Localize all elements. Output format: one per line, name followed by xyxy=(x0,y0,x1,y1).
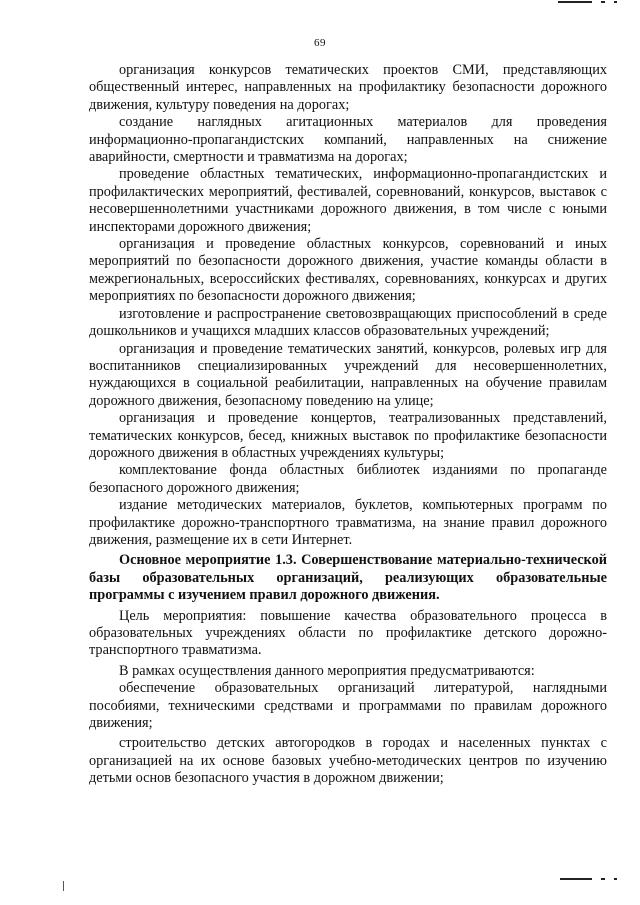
paragraph-reflective-devices: изготовление и распространение световозвращающих приспособлений в среде дошкольников и учащихся младших классов образовательных учреждений; xyxy=(89,305,607,340)
paragraph-regional-events: проведение областных тематических, информационно-пропагандистских и профилактических мероприятий, фестивалей, соревнований, конкурсов, выставок с несовершеннолетними участниками дорожного движения, в том числе с юными инспекторами дорожного движения; xyxy=(89,166,607,235)
paragraph-regional-competitions: организация и проведение областных конкурсов, соревнований и иных мероприятий по безопасности дорожного движения, участие команды области в межрегиональных, всероссийских фестивалях, соревнованиях, конкурсах и других мероприятиях по безопасности дорожного движения; xyxy=(89,236,607,305)
paragraph-contests-media: организация конкурсов тематических проектов СМИ, представляющих общественный интерес, направленных на профилактику безопасности дорожного движения, культуру поведения на дорогах; xyxy=(89,62,607,113)
scan-artifact xyxy=(560,878,592,880)
scan-artifact xyxy=(558,1,592,3)
document-body xyxy=(89,62,607,788)
scan-artifact xyxy=(601,1,605,3)
scan-artifact xyxy=(63,881,64,891)
paragraph-provision: обеспечение образовательных организаций литературой, наглядными пособиями, техническими средствами и программами по правилам дорожного движения; xyxy=(89,680,607,732)
paragraph-scope-intro: В рамках осуществления данного мероприятия предусматриваются: xyxy=(119,662,535,679)
paragraph-methodical-materials: издание методических материалов, буклетов, компьютерных программ по профилактике дорожно-транспортного травматизма, на знание правил дорожного движения, размещение их в сети Интернет. xyxy=(89,497,607,548)
paragraph-thematic-classes: организация и проведение тематических занятий, конкурсов, ролевых игр для воспитанников специализированных учреждений для несовершеннолетних, нуждающихся в социальной реабилитации, направленных на обучение правилам дорожного движения, безопасному поведению на улице; xyxy=(89,340,607,409)
section-heading-activity-1-3: Основное мероприятие 1.3. Совершенствование материально-технической базы образовательных организаций, реализующих образовательные программы с изучением правил дорожного движения. xyxy=(89,552,607,604)
scan-artifact xyxy=(614,1,617,3)
page-number: 69 xyxy=(314,37,326,49)
paragraph-goal: Цель мероприятия: повышение качества образовательного процесса в образовательных учреждениях области по профилактике детского дорожно-транспортного травматизма. xyxy=(89,607,607,659)
paragraph-autotowns: строительство детских автогородков в городах и населенных пунктах с организацией на их основе базовых учебно-методических центров по изучению детьми основ безопасного участия в дорожном движении; xyxy=(89,735,607,787)
paragraph-visual-materials: создание наглядных агитационных материалов для проведения информационно-пропагандистских компаний, направленных на снижение аварийности, смертности и травматизма на дорогах; xyxy=(89,114,607,166)
scan-artifact xyxy=(601,878,605,880)
scan-artifact xyxy=(614,878,617,880)
paragraph-library-fund: комплектование фонда областных библиотек изданиями по пропаганде безопасного дорожного движения; xyxy=(89,462,607,496)
paragraph-concerts: организация и проведение концертов, театрализованных представлений, тематических конкурсов, бесед, книжных выставок по профилактике безопасности дорожного движения в областных учреждениях культуры; xyxy=(89,410,607,461)
